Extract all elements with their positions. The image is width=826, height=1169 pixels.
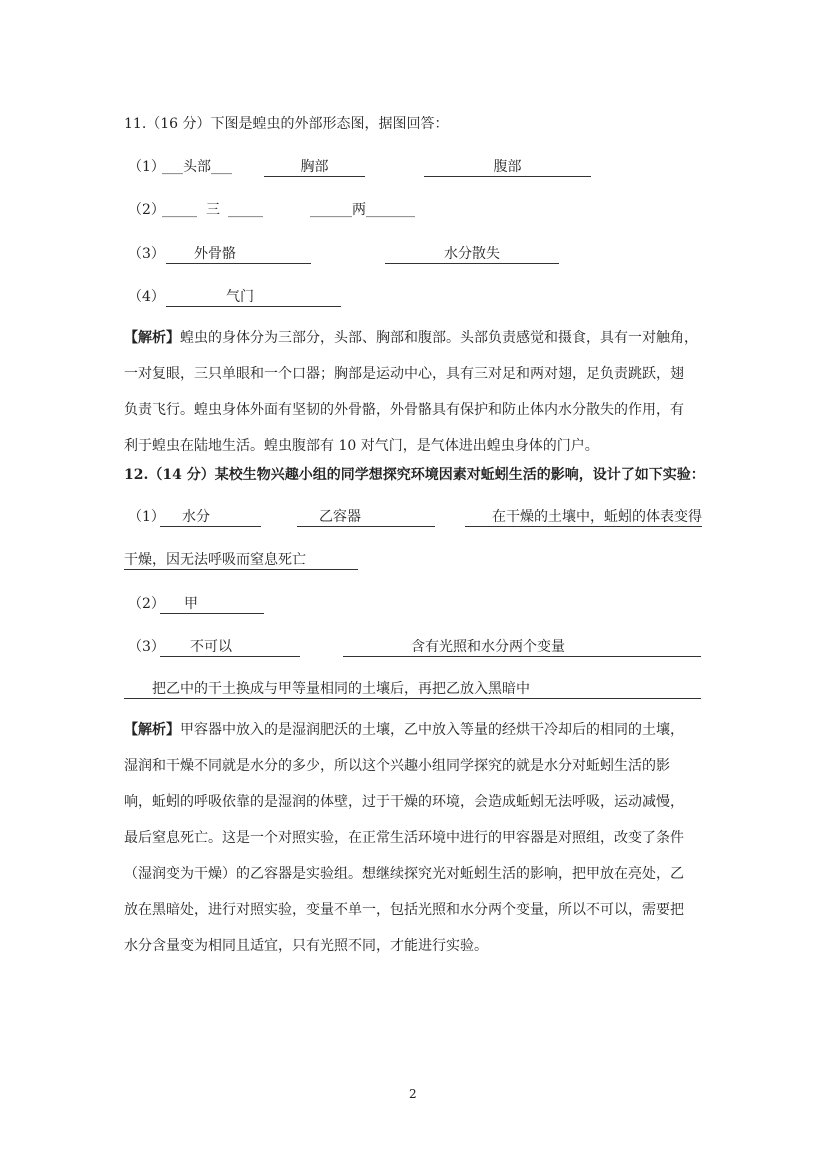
q12-analysis-line: 最后窒息死亡。这是一个对照实验，在正常生活环境中进行的甲容器是对照组，改变了条件 <box>124 830 684 846</box>
q12-line3-prefix: （3） <box>128 639 165 655</box>
q12-analysis-line: 响，蚯蚓的呼吸依靠的是湿润的体壁，过于干燥的环境，会造成蚯蚓无法呼吸，运动减慢， <box>124 794 684 810</box>
q12-analysis-line: 水分含量变为相同且适宜，只有光照不同，才能进行实验。 <box>124 938 488 954</box>
q12-answer-reason-part2: 干燥，因无法呼吸而窒息死亡 <box>124 551 358 570</box>
q11-blank-a: _____ <box>162 202 197 218</box>
q11-answer-spiracle: 气门 <box>166 288 341 307</box>
q12-header: 12.（14 分）某校生物兴趣小组的同学想探究环境因素对蚯蚓生活的影响，设计了如下实验： <box>124 467 705 483</box>
q12-analysis-line: 甲容器中放入的是湿润肥沃的土壤，乙中放入等量的经烘干冷却后的相同的土壤， <box>180 722 684 738</box>
q11-line2-prefix: （2） <box>128 202 165 218</box>
q12-analysis-line: 放在黑暗处，进行对照实验，变量不单一，包括光照和水分两个变量，所以不可以，需要把 <box>124 902 684 918</box>
q12-analysis-line: （湿润变为干燥）的乙容器是实验组。想继续探究光对蚯蚓生活的影响，把甲放在亮处，乙 <box>124 866 684 882</box>
q12-line2-prefix: （2） <box>128 596 165 612</box>
q12-answer-improvement: 把乙中的干土换成与甲等量相同的土壤后，再把乙放入黑暗中 <box>124 680 701 699</box>
q12-line1-prefix: （1） <box>128 509 165 525</box>
q12-answer-reason-part1: 在干燥的土壤中，蚯蚓的体表变得 <box>465 508 702 527</box>
q11-analysis <box>124 320 704 464</box>
q12-answer-cannot: 不可以 <box>160 638 300 657</box>
q11-answer-abdomen: 腹部 <box>424 158 591 177</box>
q11-answer-thorax: 胸部 <box>264 158 365 177</box>
q12-answer-two-variables: 含有光照和水分两个变量 <box>343 638 701 657</box>
q12-analysis <box>124 712 704 964</box>
q11-analysis-line: 一对复眼，三只单眼和一个口器；胸部是运动中心，具有三对足和两对翅，足负责跳跃，翅 <box>124 366 684 382</box>
q11-blank-c: _____ <box>228 202 263 218</box>
q11-answer-water-loss: 水分散失 <box>385 245 559 264</box>
page-number: 2 <box>409 1087 417 1101</box>
q12-analysis-line: 湿润和干燥不同就是水分的多少，所以这个兴趣小组同学探究的就是水分对蚯蚓生活的影 <box>124 758 670 774</box>
q11-answer-head: ___头部___ <box>162 159 232 175</box>
q12-answer-container-b: 乙容器 <box>297 508 435 527</box>
q11-line3-prefix: （3） <box>128 246 165 262</box>
q11-answer-three: 三 <box>206 202 220 218</box>
q12-answer-jia: 甲 <box>160 595 264 614</box>
q11-analysis-label: 【解析】 <box>124 330 180 346</box>
q12-analysis-label: 【解析】 <box>124 722 180 738</box>
q11-analysis-line: 负责飞行。蝗虫身体外面有坚韧的外骨骼，外骨骼具有保护和防止体内水分散失的作用，有 <box>124 402 684 418</box>
q11-analysis-line: 蝗虫的身体分为三部分，头部、胸部和腹部。头部负责感觉和摄食，具有一对触角， <box>180 330 698 346</box>
q11-answer-exoskeleton: 外骨骼 <box>166 245 311 264</box>
q11-analysis-line: 利于蝗虫在陆地生活。蝗虫腹部有 10 对气门，是气体进出蝗虫身体的门户。 <box>124 438 599 454</box>
q11-line1-prefix: （1） <box>128 159 165 175</box>
q11-line4-prefix: （4） <box>128 289 165 305</box>
q11-answer-two: ______两_______ <box>310 202 415 218</box>
q12-answer-water: 水分 <box>160 508 261 527</box>
q11-header: 11.（16 分）下图是蝗虫的外部形态图，据图回答： <box>124 116 449 132</box>
